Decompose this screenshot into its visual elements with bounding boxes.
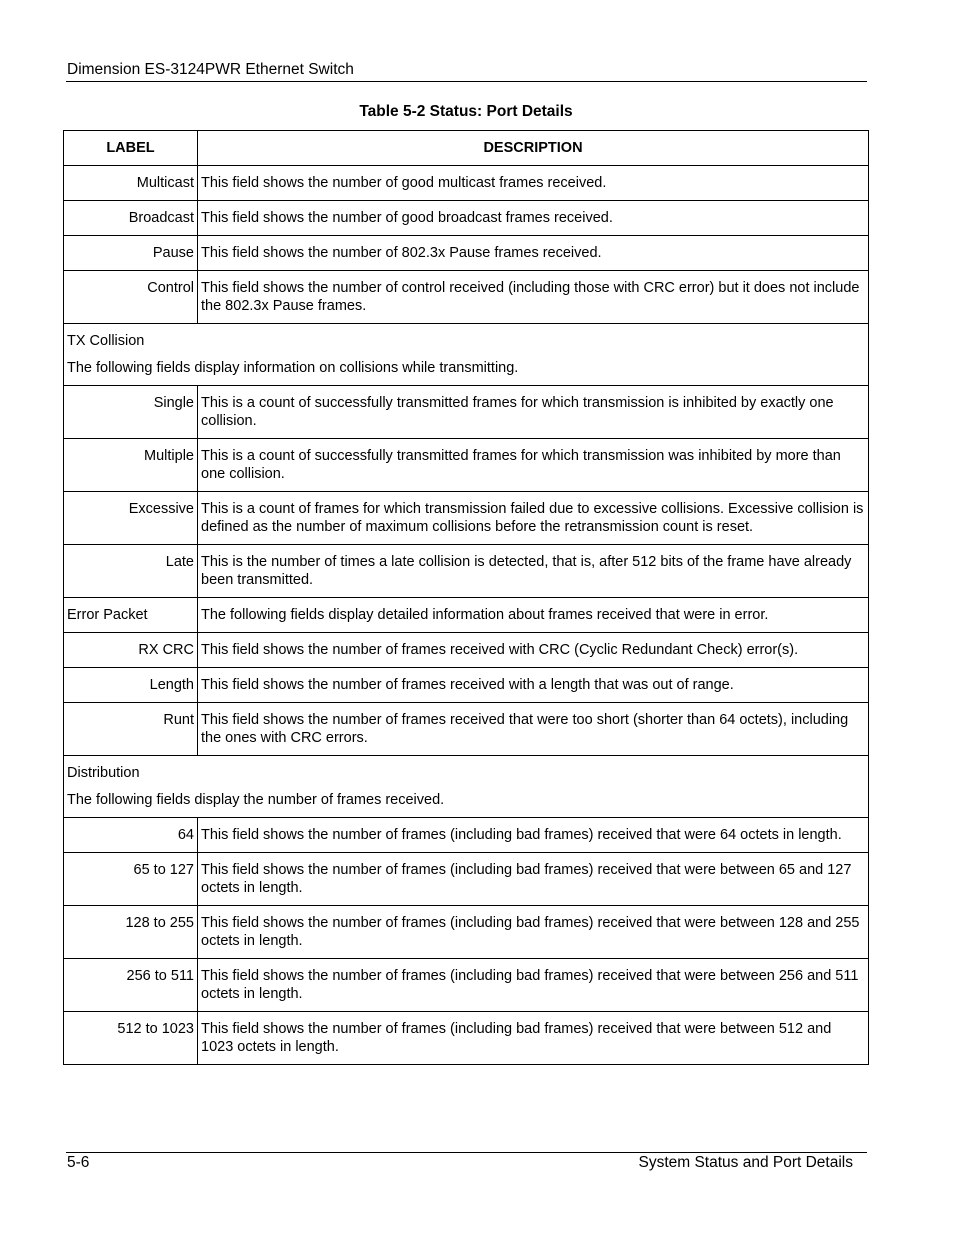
row-label: Broadcast [64, 201, 198, 236]
table-row [64, 818, 869, 853]
row-label: Control [64, 271, 198, 324]
row-label: RX CRC [64, 633, 198, 668]
footer-divider [66, 1152, 867, 1153]
row-label: Error Packet [64, 598, 198, 633]
row-label: Multicast [64, 166, 198, 201]
table-row [64, 386, 869, 439]
section-title: Distribution [67, 765, 140, 781]
table-title: Table 5-2 Status: Port Details [359, 103, 573, 120]
row-description: This is a count of frames for which transmission failed due to excessive collisions. Excessive collision is defined as the number of maximum collisions before the retransmission count is reset. [198, 492, 869, 545]
table-row [64, 598, 869, 633]
row-description: This field shows the number of frames (including bad frames) received that were between 65 and 127 octets in length. [198, 853, 869, 906]
row-description: This field shows the number of frames received with CRC (Cyclic Redundant Check) error(s). [198, 633, 869, 668]
running-header: Dimension ES-3124PWR Ethernet Switch [67, 61, 354, 78]
row-label: Excessive [64, 492, 198, 545]
row-description: This is a count of successfully transmitted frames for which transmission was inhibited by more than one collision. [198, 439, 869, 492]
table-body [64, 166, 869, 1065]
table-row [64, 906, 869, 959]
table-row [64, 166, 869, 201]
row-description: This field shows the number of frames (including bad frames) received that were between 256 and 511 octets in length. [198, 959, 869, 1012]
row-label: 512 to 1023 [64, 1012, 198, 1065]
table-section-row [64, 324, 869, 386]
table-row [64, 439, 869, 492]
row-description: This field shows the number of frames (including bad frames) received that were 64 octets in length. [198, 818, 869, 853]
row-description: This is the number of times a late collision is detected, that is, after 512 bits of the frame have already been transmitted. [198, 545, 869, 598]
row-description: This is a count of successfully transmitted frames for which transmission is inhibited by exactly one collision. [198, 386, 869, 439]
row-label: Single [64, 386, 198, 439]
table-row [64, 545, 869, 598]
row-label: 64 [64, 818, 198, 853]
row-label: 256 to 511 [64, 959, 198, 1012]
section-cell [64, 324, 869, 386]
row-label: Runt [64, 703, 198, 756]
section-cell [64, 756, 869, 818]
table-row [64, 668, 869, 703]
row-description: This field shows the number of 802.3x Pause frames received. [198, 236, 869, 271]
table-row [64, 271, 869, 324]
row-label: Length [64, 668, 198, 703]
table-row [64, 703, 869, 756]
row-description: This field shows the number of frames received that were too short (shorter than 64 octets), including the ones with CRC errors. [198, 703, 869, 756]
row-description: This field shows the number of frames received with a length that was out of range. [198, 668, 869, 703]
section-text: The following fields display information on collisions while transmitting. [67, 360, 519, 376]
column-header-label: LABEL [64, 131, 198, 166]
row-label: 65 to 127 [64, 853, 198, 906]
page-number: 5-6 [67, 1154, 90, 1171]
row-label: Multiple [64, 439, 198, 492]
port-details-table [63, 130, 869, 1065]
table-row [64, 492, 869, 545]
row-label: Pause [64, 236, 198, 271]
section-title: TX Collision [67, 333, 145, 349]
table-row [64, 633, 869, 668]
section-text: The following fields display the number of frames received. [67, 792, 445, 808]
row-description: This field shows the number of good multicast frames received. [198, 166, 869, 201]
row-description: The following fields display detailed information about frames received that were in error. [198, 598, 869, 633]
table-header-row [64, 131, 869, 166]
table-row [64, 853, 869, 906]
row-description: This field shows the number of good broadcast frames received. [198, 201, 869, 236]
table-section-row [64, 756, 869, 818]
row-description: This field shows the number of frames (including bad frames) received that were between 512 and 1023 octets in length. [198, 1012, 869, 1065]
table-row [64, 236, 869, 271]
table-row [64, 1012, 869, 1065]
row-label: 128 to 255 [64, 906, 198, 959]
footer-section-name: System Status and Port Details [638, 1154, 853, 1171]
table-row [64, 201, 869, 236]
row-description: This field shows the number of control received (including those with CRC error) but it does not include the 802.3x Pause frames. [198, 271, 869, 324]
column-header-description: DESCRIPTION [198, 131, 869, 166]
row-description: This field shows the number of frames (including bad frames) received that were between 128 and 255 octets in length. [198, 906, 869, 959]
row-label: Late [64, 545, 198, 598]
table-row [64, 959, 869, 1012]
header-divider [66, 81, 867, 82]
